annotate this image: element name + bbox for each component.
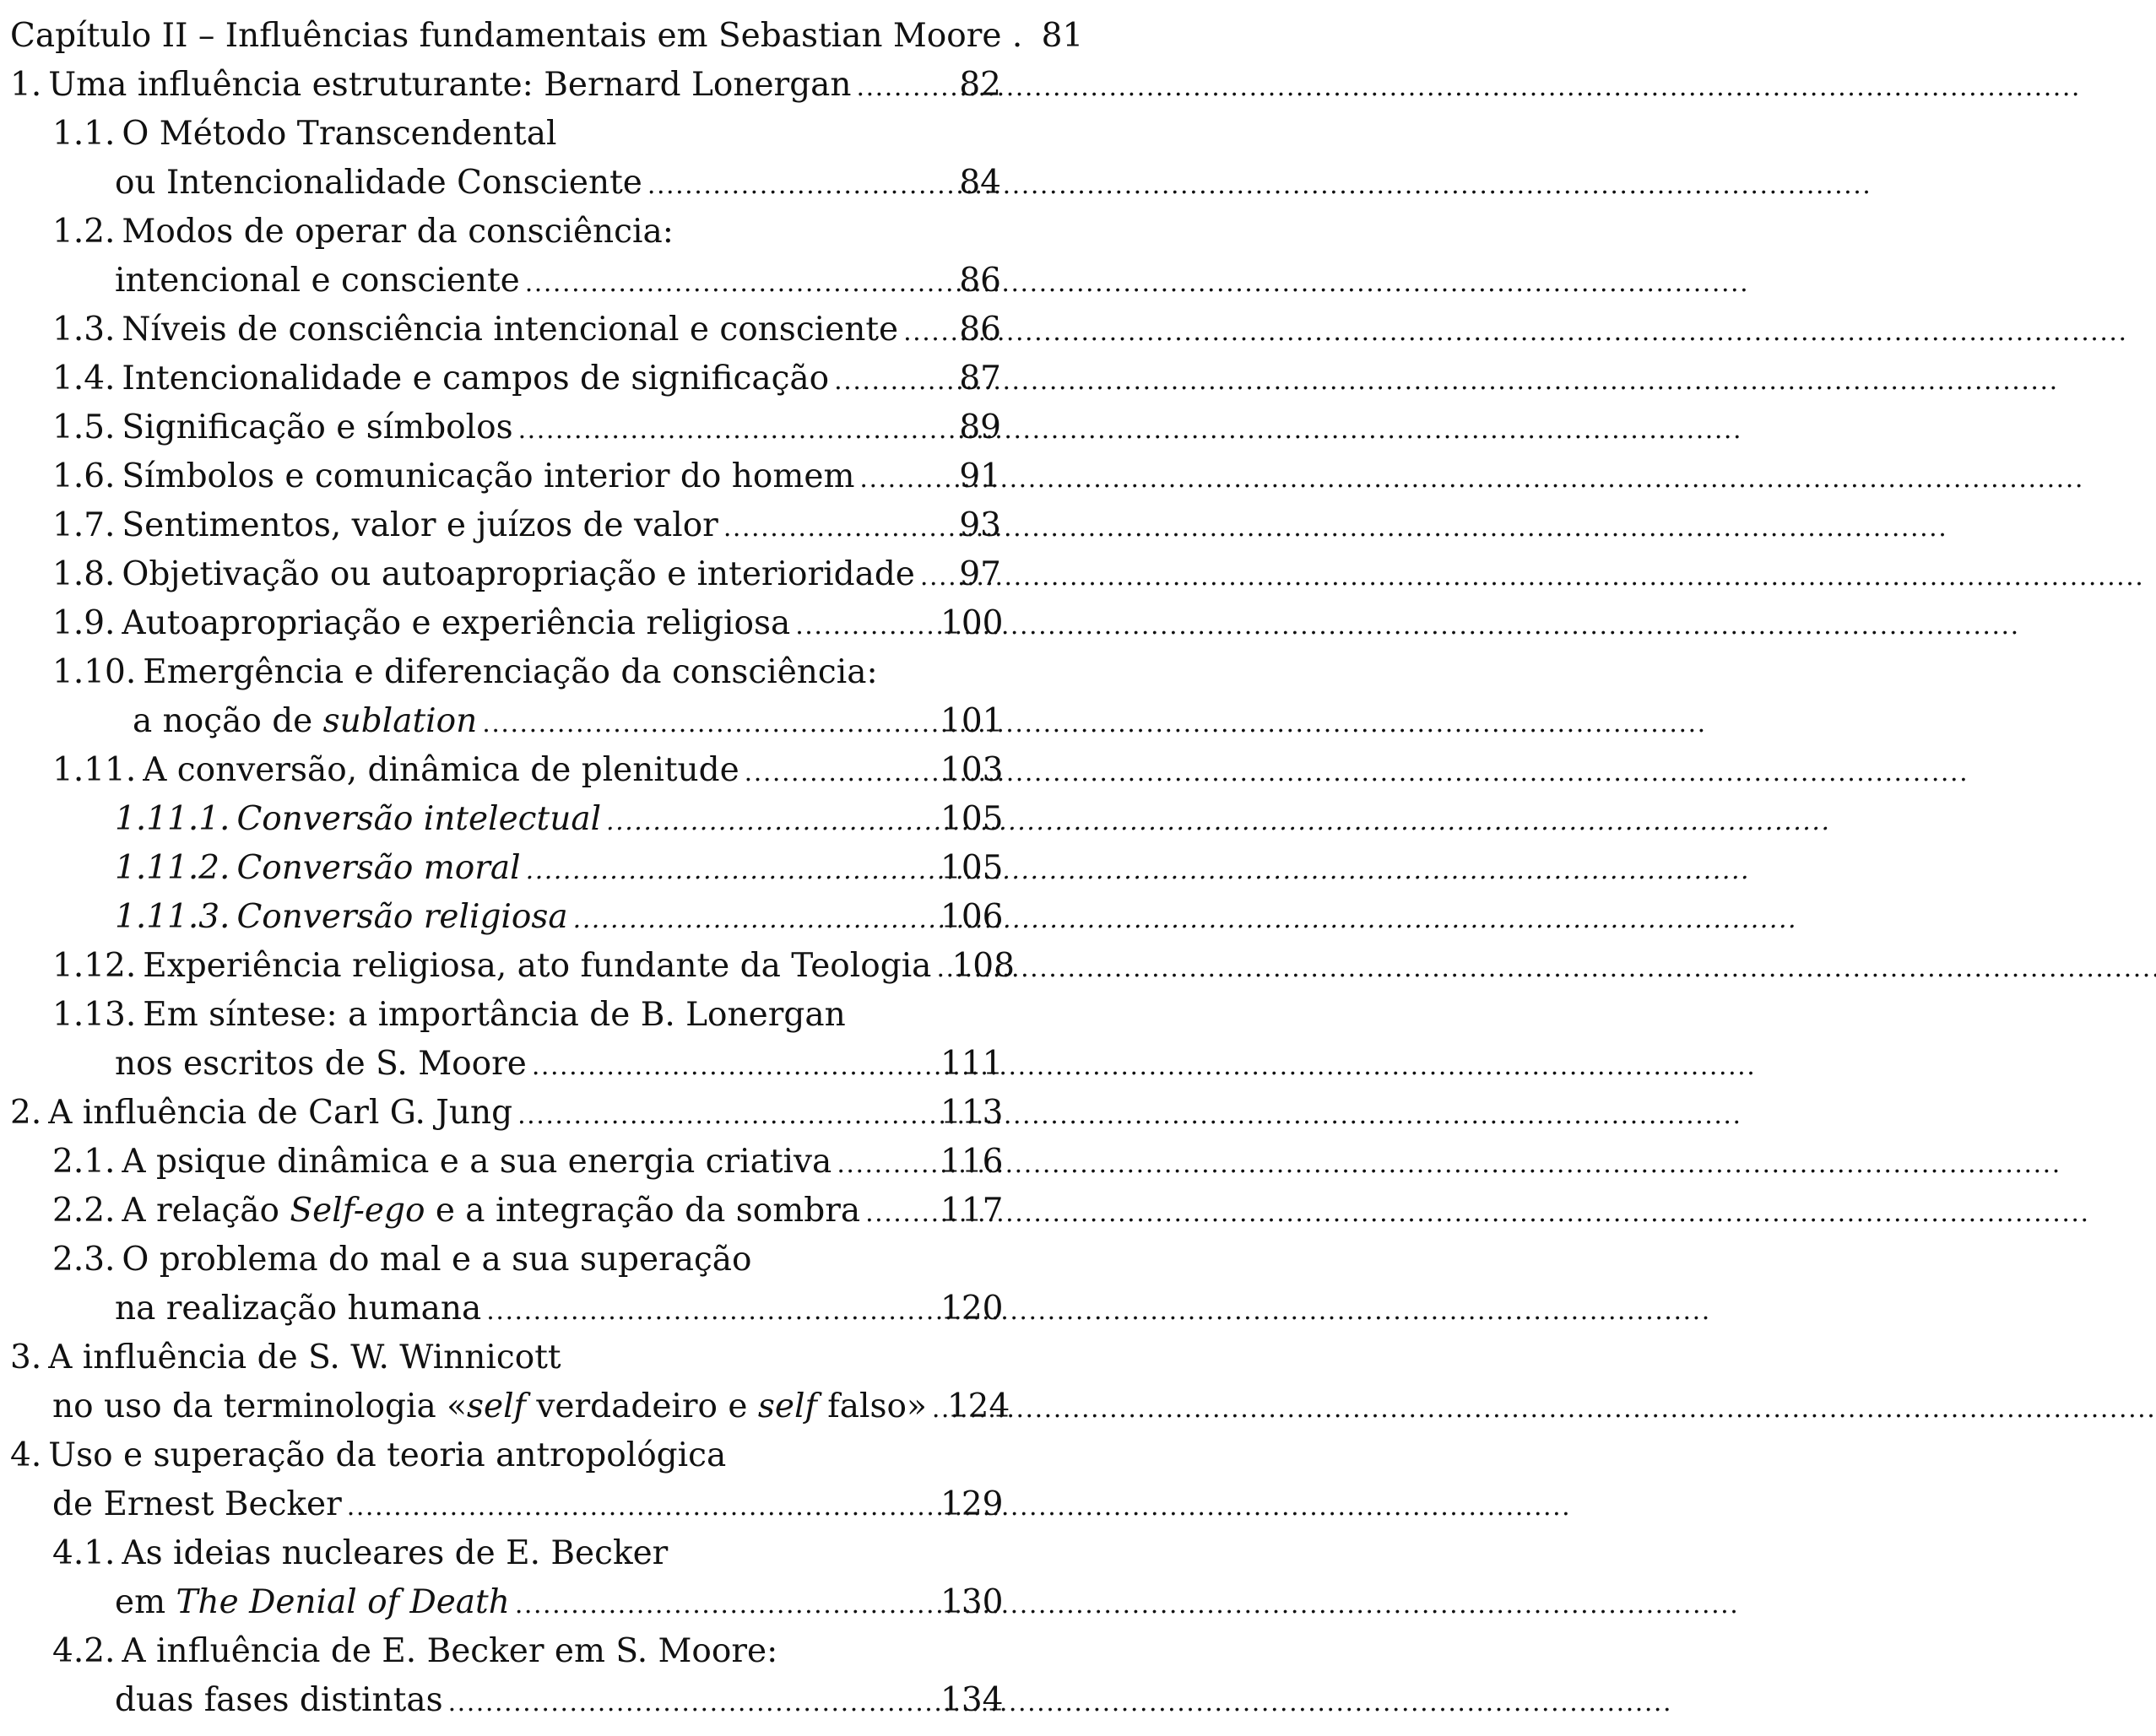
entry-number: 1.8.	[52, 555, 116, 593]
dot-leader	[486, 1284, 935, 1336]
dot-leader	[647, 159, 935, 210]
entry-title: Autoapropriação e experiência religiosa	[122, 604, 791, 642]
entry-title: Experiência religiosa, ato fundante da Teologia	[143, 947, 932, 985]
entry-number: 1.11.3.	[115, 898, 230, 936]
entry-title-continued	[133, 697, 477, 746]
entry-title-prefix: a noção de	[133, 702, 323, 740]
entry-page: 105	[940, 849, 1004, 887]
entry-title: Modos de operar da consciência:	[122, 213, 674, 251]
entry-number: 1.13.	[52, 996, 137, 1034]
entry-title-italic: The Denial of Death	[176, 1583, 510, 1621]
toc-entry-1-12[interactable]	[10, 942, 1015, 991]
entry-title: Conversão moral	[236, 849, 521, 887]
dot-leader	[745, 746, 935, 798]
entry-title-part-a: no uso da terminologia «	[52, 1387, 467, 1425]
dot-leader	[515, 1578, 935, 1630]
entry-title-continued: na realização humana	[115, 1290, 482, 1328]
toc-entry-2[interactable]	[10, 1089, 1004, 1138]
toc-entry-1-5[interactable]	[10, 403, 1001, 452]
entry-title: O Método Transcendental	[122, 115, 557, 153]
toc-entry-1-11[interactable]	[10, 746, 1004, 795]
entry-title: Sentimentos, valor e juízos de valor	[122, 506, 718, 544]
entry-page: 120	[940, 1290, 1004, 1328]
dot-leader	[837, 1138, 935, 1189]
entry-page: 113	[940, 1094, 1004, 1132]
toc-entry-2-3[interactable]	[10, 1236, 1001, 1284]
entry-page: 89	[959, 408, 1001, 446]
entry-number: 1.	[10, 66, 42, 104]
entry-number: 1.11.	[52, 751, 137, 789]
entry-title: A psique dinâmica e a sua energia criativa	[122, 1143, 832, 1181]
dot-leader	[525, 257, 935, 308]
entry-title: Uma influência estruturante: Bernard Lonergan	[48, 66, 852, 104]
toc-entry-3-continued[interactable]	[10, 1382, 1010, 1431]
entry-number: 1.1.	[52, 115, 116, 153]
entry-title-part-c: falso»	[816, 1387, 927, 1425]
entry-title-italic-2: self	[757, 1387, 817, 1425]
entry-title: Uso e superação da teoria antropológica	[48, 1436, 727, 1474]
entry-number: 2.3.	[52, 1241, 116, 1279]
toc-entry-4-continued[interactable]	[10, 1480, 1004, 1529]
entry-number: 2.	[10, 1094, 42, 1132]
toc-entry-3[interactable]	[10, 1333, 1001, 1382]
toc-entry-1-1[interactable]	[10, 110, 1001, 159]
dot-leader	[903, 306, 935, 357]
chapter-page: 81	[1041, 17, 1084, 55]
entry-title: Intencionalidade e campos de significação	[122, 360, 830, 397]
entry-title: A influência de S. W. Winnicott	[48, 1339, 561, 1376]
entry-page: 100	[940, 604, 1004, 642]
entry-number: 1.5.	[52, 408, 116, 446]
entry-title-continued: nos escritos de S. Moore	[115, 1045, 527, 1083]
toc-entry-2-3-continued[interactable]	[10, 1284, 1004, 1333]
dot-leader	[347, 1480, 935, 1532]
toc-entry-4-1-continued[interactable]	[10, 1578, 1004, 1627]
dot-leader	[834, 354, 935, 406]
toc-entry-1-11-2[interactable]	[10, 844, 1004, 893]
entry-page: 108	[951, 947, 1015, 985]
entry-page: 91	[959, 457, 1001, 495]
toc-entry-1-13[interactable]	[10, 991, 1001, 1040]
entry-page: 116	[940, 1143, 1004, 1181]
dot-leader	[920, 550, 935, 602]
entry-page: 117	[940, 1192, 1004, 1230]
entry-page: 124	[946, 1387, 1010, 1425]
entry-title	[122, 1187, 860, 1236]
entry-title-suffix: e a integração da sombra	[425, 1192, 861, 1230]
entry-number: 4.2.	[52, 1632, 116, 1670]
entry-title: O problema do mal e a sua superação	[122, 1241, 752, 1279]
dot-leader	[932, 1382, 942, 1434]
entry-page: 130	[940, 1583, 1004, 1621]
entry-number: 1.10.	[52, 653, 137, 691]
entry-title: Símbolos e comunicação interior do homem	[122, 457, 855, 495]
entry-page: 86	[959, 262, 1001, 300]
entry-page: 97	[959, 555, 1001, 593]
entry-page: 101	[940, 702, 1004, 740]
entry-number: 1.6.	[52, 457, 116, 495]
dot-leader	[723, 501, 935, 553]
toc-entry-4[interactable]	[10, 1431, 1001, 1480]
toc-entry-2-1[interactable]	[10, 1138, 1004, 1187]
entry-title: A conversão, dinâmica de plenitude	[143, 751, 739, 789]
dot-leader	[517, 1089, 935, 1140]
entry-title-part-b: verdadeiro e	[525, 1387, 758, 1425]
entry-page: 106	[940, 898, 1004, 936]
entry-title: Significação e símbolos	[122, 408, 513, 446]
toc-entry-1-7[interactable]	[10, 501, 1001, 550]
entry-title-italic: Self-ego	[290, 1192, 425, 1230]
toc-entry-1-8[interactable]	[10, 550, 1001, 599]
entry-page: 86	[959, 311, 1001, 349]
dot-leader	[606, 795, 935, 846]
entry-page: 111	[940, 1045, 1004, 1083]
dot-leader	[526, 844, 935, 895]
entry-title: Conversão intelectual	[236, 800, 602, 838]
entry-page: 87	[959, 360, 1001, 397]
entry-page: 129	[940, 1485, 1004, 1523]
entry-title-continued: intencional e consciente	[115, 262, 520, 300]
dot-leader	[532, 1040, 935, 1091]
toc-entry-1-3[interactable]	[10, 306, 1001, 354]
entry-title-prefix: A relação	[122, 1192, 290, 1230]
entry-number: 1.9.	[52, 604, 116, 642]
entry-page: 93	[959, 506, 1001, 544]
toc-entry-4-1[interactable]	[10, 1529, 1001, 1578]
dot-leader	[936, 942, 946, 993]
entry-number: 1.11.1.	[115, 800, 230, 838]
entry-title-italic-1: self	[466, 1387, 526, 1425]
toc-chapter-heading	[10, 12, 1084, 61]
entry-page: 105	[940, 800, 1004, 838]
entry-title: Em síntese: a importância de B. Lonergan	[143, 996, 846, 1034]
entry-number: 1.2.	[52, 213, 116, 251]
entry-number: 1.4.	[52, 360, 116, 397]
dot-leader	[859, 452, 935, 504]
dot-leader	[518, 403, 935, 455]
toc-entry-1-9[interactable]	[10, 599, 1004, 648]
entry-number: 2.1.	[52, 1143, 116, 1181]
entry-title-continued: ou Intencionalidade Consciente	[115, 164, 642, 202]
dot-leader	[573, 893, 935, 944]
entry-title: A influência de Carl G. Jung	[48, 1094, 513, 1132]
entry-number: 1.3.	[52, 311, 116, 349]
entry-title: A influência de E. Becker em S. Moore:	[122, 1632, 778, 1670]
toc-entry-4-2[interactable]	[10, 1627, 1001, 1676]
entry-title: Objetivação ou autoapropriação e interioridade	[122, 555, 915, 593]
toc-entry-1-1-continued[interactable]	[10, 159, 1001, 208]
dot-leader	[857, 61, 935, 112]
entry-page: 103	[940, 751, 1004, 789]
entry-title-continued: duas fases distintas	[115, 1681, 443, 1719]
toc-entry-1-10-continued[interactable]	[10, 697, 1004, 746]
toc-entry-1-2[interactable]	[10, 208, 1001, 257]
toc-entry-1-2-continued[interactable]	[10, 257, 1001, 306]
entry-page: 84	[959, 164, 1001, 202]
entry-number: 1.12.	[52, 947, 137, 985]
entry-title-italic: sublation	[322, 702, 478, 740]
toc-entry-1-13-continued[interactable]	[10, 1040, 1004, 1089]
entry-page: 82	[959, 66, 1001, 104]
toc-entry-1-11-3[interactable]	[10, 893, 1004, 942]
entry-number: 2.2.	[52, 1192, 116, 1230]
toc-entry-2-2[interactable]	[10, 1187, 1004, 1236]
entry-title: Emergência e diferenciação da consciência:	[143, 653, 878, 691]
entry-title-continued	[115, 1578, 510, 1627]
entry-number: 1.7.	[52, 506, 116, 544]
entry-title-continued: de Ernest Becker	[52, 1485, 342, 1523]
toc-entry-4-2-continued[interactable]	[10, 1676, 1004, 1725]
entry-title: Conversão religiosa	[236, 898, 568, 936]
entry-title-continued	[52, 1382, 927, 1431]
chapter-label: Capítulo II – Influências fundamentais em Sebastian Moore .	[10, 17, 1023, 55]
dot-leader	[448, 1676, 935, 1728]
toc-entry-1-10[interactable]	[10, 648, 1001, 697]
toc-entry-1-4[interactable]	[10, 354, 1001, 403]
toc-entry-1-6[interactable]	[10, 452, 1001, 501]
dot-leader	[865, 1187, 935, 1238]
dot-leader	[795, 599, 935, 651]
entry-number: 1.11.2.	[115, 849, 230, 887]
entry-page: 134	[940, 1681, 1004, 1719]
entry-number: 4.1.	[52, 1534, 116, 1572]
toc-entry-1-11-1[interactable]	[10, 795, 1004, 844]
toc-entry-1[interactable]	[10, 61, 1001, 110]
entry-title-prefix: em	[115, 1583, 176, 1621]
entry-number: 3.	[10, 1339, 42, 1376]
entry-number: 4.	[10, 1436, 42, 1474]
entry-title: As ideias nucleares de E. Becker	[122, 1534, 669, 1572]
dot-leader	[482, 697, 935, 749]
entry-title: Níveis de consciência intencional e consciente	[122, 311, 899, 349]
